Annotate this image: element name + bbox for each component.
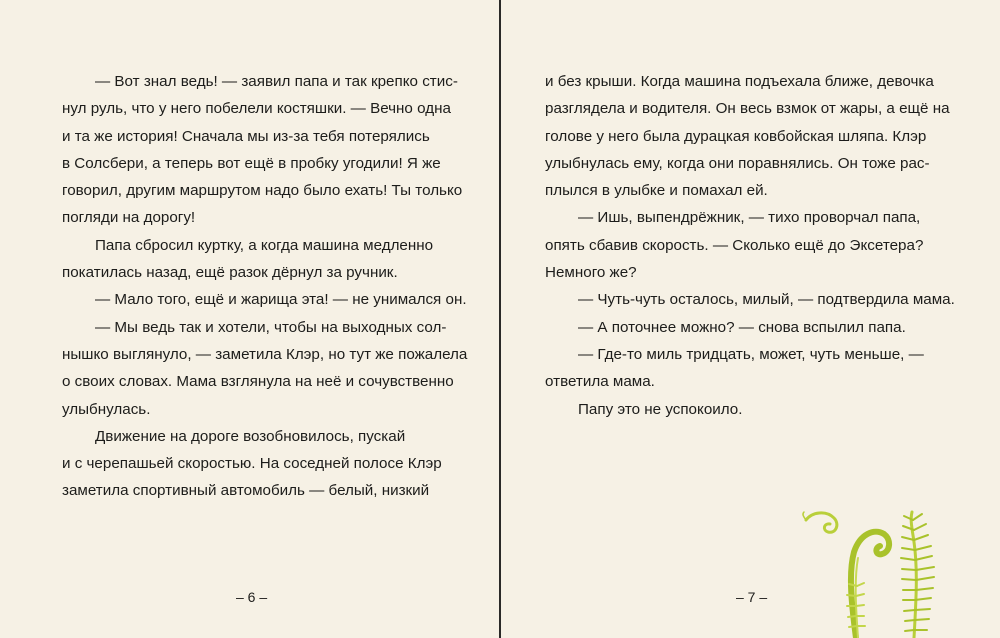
text-line: — Где-то миль тридцать, может, чуть меньше, — [578, 345, 924, 363]
text-line: покатилась назад, ещё разок дёрнул за ручник. [62, 264, 398, 282]
text-line: о своих словах. Мама взглянула на неё и сочувственно [62, 373, 454, 391]
right-page-text [545, 68, 955, 423]
text-line: нышко выглянуло, — заметила Клэр, но тут же пожалела [62, 345, 468, 363]
text-line: говорил, другим маршрутом надо было ехать! Ты только [62, 182, 463, 200]
text-line: Папа сбросил куртку, а когда машина медленно [95, 236, 434, 254]
text-line: в Солсбери, а теперь вот ещё в пробку угодили! Я же [62, 154, 441, 172]
right-page-number: – 7 – [736, 589, 768, 605]
text-line: и с черепашьей скоростью. На соседней полосе Клэр [62, 455, 442, 473]
text-line: плылся в улыбке и помахал ей. [545, 182, 768, 200]
text-line: Немного же? [545, 264, 637, 282]
text-line: — Вот знал ведь! — заявил папа и так крепко стис- [95, 73, 458, 90]
text-line: — Мало того, ещё и жарища эта! — не унимался он. [95, 291, 467, 309]
text-line: улыбнулась ему, когда они поравнялись. Он тоже рас- [545, 154, 930, 172]
text-line: Движение на дороге возобновилось, пускай [95, 427, 406, 445]
text-line: и та же история! Сначала мы из-за тебя потерялись [62, 127, 430, 145]
text-line: голове у него была дурацкая ковбойская шляпа. Клэр [545, 127, 927, 145]
left-page-text [62, 68, 468, 505]
text-line: погляди на дорогу! [62, 209, 196, 227]
text-line: — А поточнее можно? — снова вспылил папа. [578, 318, 906, 336]
left-page [0, 0, 499, 638]
text-line: — Мы ведь так и хотели, чтобы на выходных сол- [95, 318, 447, 336]
text-line: заметила спортивный автомобиль — белый, низкий [62, 482, 430, 500]
text-line: Папу это не успокоило. [578, 400, 743, 418]
text-line: разглядела и водителя. Он весь взмок от жары, а ещё на [545, 100, 950, 118]
text-line: — Ишь, выпендрёжник, — тихо проворчал папа, [578, 209, 921, 227]
text-line: опять сбавив скорость. — Сколько ещё до Эксетера? [545, 236, 924, 254]
text-line: — Чуть-чуть осталось, милый, — подтвердила мама. [578, 291, 955, 309]
left-page-number: – 6 – [236, 589, 268, 605]
text-line: нул руль, что у него побелели костяшки. — Вечно одна [62, 100, 451, 118]
fern-frond-icon [800, 490, 960, 638]
text-line: улыбнулась. [62, 400, 151, 418]
text-line: и без крыши. Когда машина подъехала ближе, девочка [545, 73, 934, 90]
text-line: ответила мама. [545, 373, 655, 391]
